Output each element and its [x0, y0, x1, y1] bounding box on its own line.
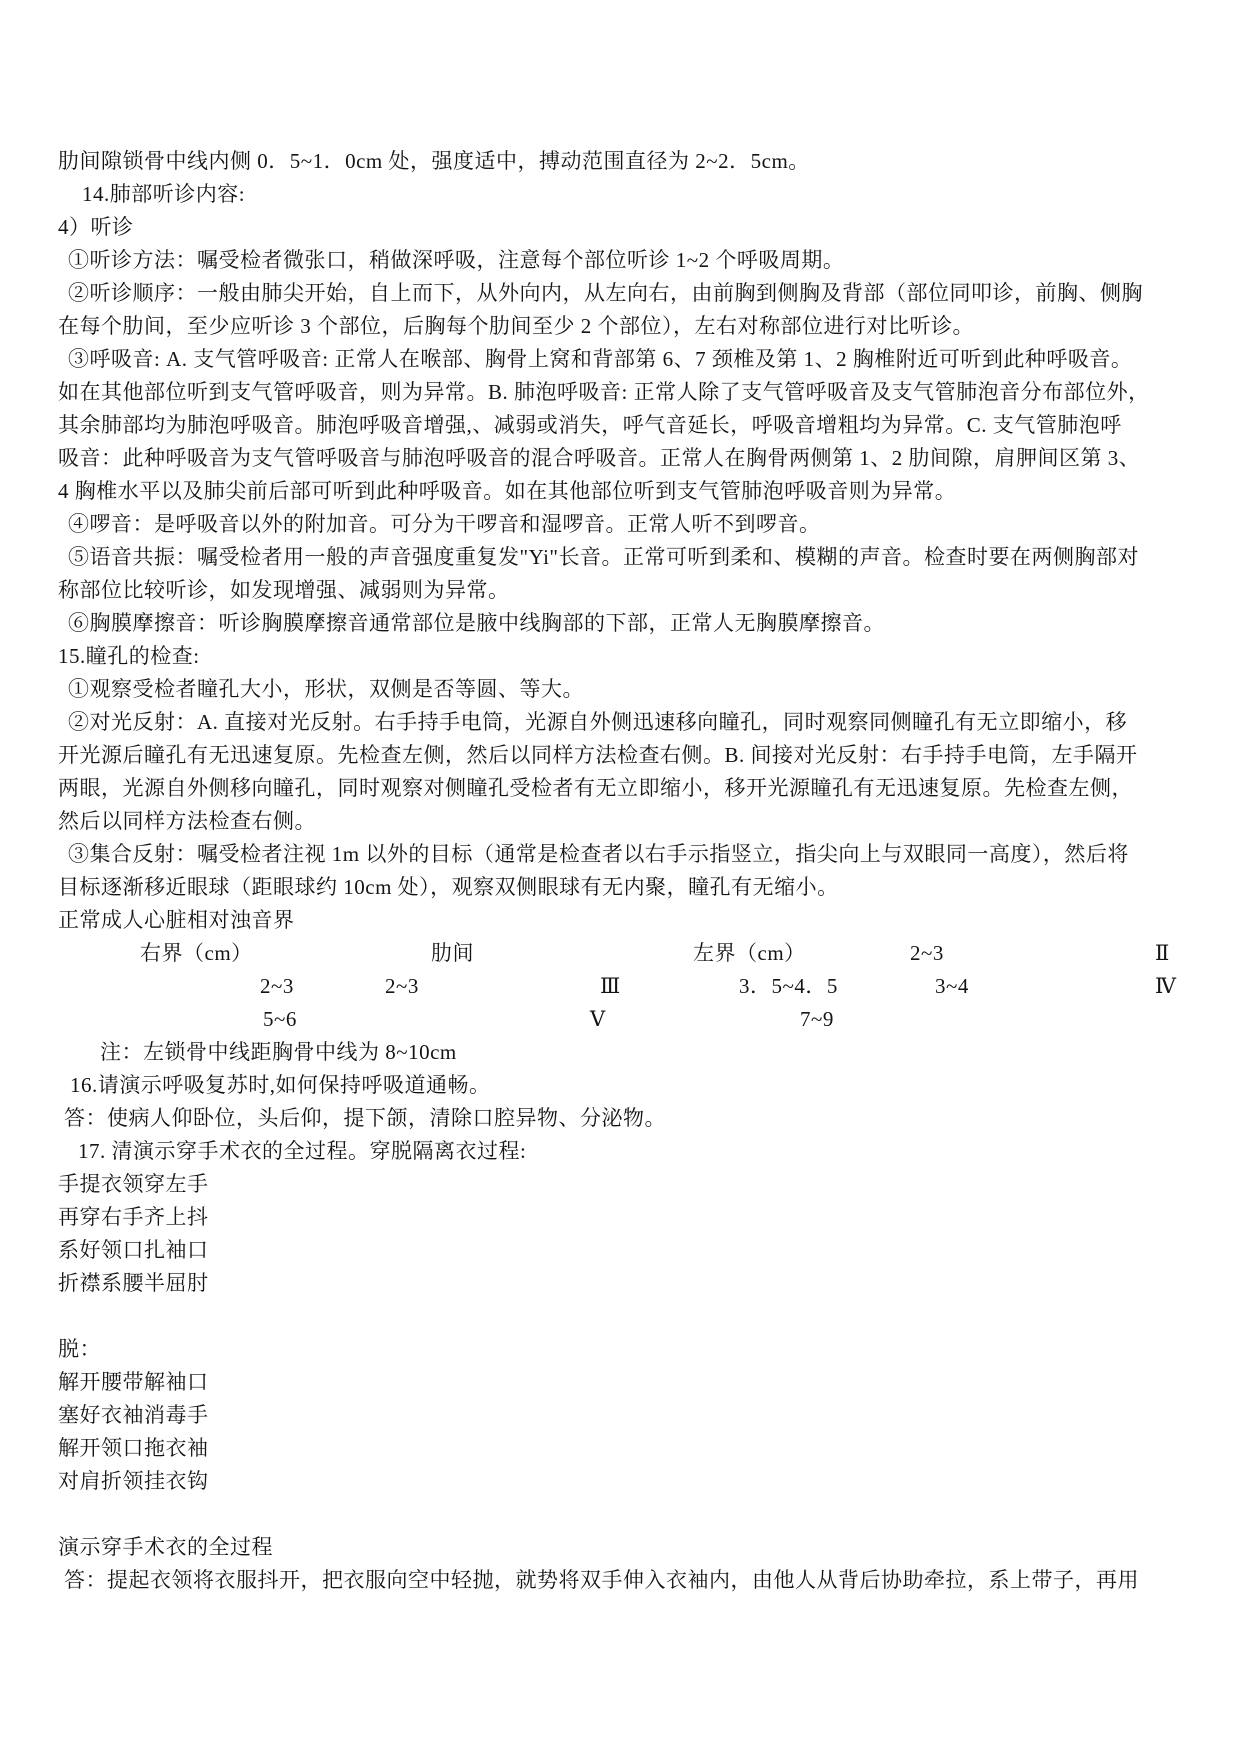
text-line: 称部位比较听诊，如发现增强、减弱则为异常。: [58, 578, 510, 602]
text-line: ⑥胸膜摩擦音：听诊胸膜摩擦音通常部位是腋中线胸部的下部，正常人无胸膜摩擦音。: [68, 611, 885, 635]
table-cell: 2~3: [910, 941, 944, 965]
text-line: 折襟系腰半屈肘: [58, 1271, 209, 1295]
text-line: 开光源后瞳孔有无迅速复原。先检查左侧，然后以同样方法检查右侧。B. 间接对光反射：右手持手电筒，左手隔开: [58, 743, 1138, 767]
text-line: 对肩折领挂衣钩: [58, 1469, 209, 1493]
table-cell: Ⅲ: [600, 974, 621, 998]
text-line: 15.瞳孔的检查:: [58, 644, 200, 668]
text-line: 其余肺部均为肺泡呼吸音。肺泡呼吸音增强,、减弱或消失，呼气音延长，呼吸音增粗均为异常。C. 支气管肺泡呼: [58, 413, 1122, 437]
table-cell: Ⅳ: [1155, 974, 1177, 998]
text-block-bottom: [58, 1036, 1198, 1597]
table-cell: 右界（cm）: [140, 941, 253, 965]
text-line: ④啰音：是呼吸音以外的附加音。可分为干啰音和湿啰音。正常人听不到啰音。: [68, 512, 821, 536]
text-line: 注：左锁骨中线距胸骨中线为 8~10cm: [100, 1040, 457, 1064]
blank-line: [58, 1300, 1198, 1333]
table-cell: 5~6: [263, 1007, 297, 1031]
text-line: 16.请演示呼吸复苏时,如何保持呼吸道通畅。: [70, 1073, 491, 1097]
table-cell: 肋间: [431, 941, 474, 965]
text-line: 再穿右手齐上抖: [58, 1205, 209, 1229]
text-line: 4 胸椎水平以及肺尖前后部可听到此种呼吸音。如在其他部位听到支气管肺泡呼吸音则为异常。: [58, 479, 957, 503]
text-line: 在每个肋间，至少应听诊 3 个部位，后胸每个肋间至少 2 个部位），左右对称部位进行对比听诊。: [58, 314, 974, 338]
table-cell: 7~9: [800, 1007, 834, 1031]
text-line: 脱：: [58, 1337, 101, 1361]
text-line: 塞好衣袖消毒手: [58, 1403, 209, 1427]
text-line: ②对光反射：A. 直接对光反射。右手持手电筒，光源自外侧迅速移向瞳孔，同时观察同侧瞳孔有无立即缩小，移: [68, 710, 1128, 734]
text-line: 然后以同样方法检查右侧。: [58, 809, 316, 833]
text-line: 17. 清演示穿手术衣的全过程。穿脱隔离衣过程:: [78, 1139, 527, 1163]
text-line: 答：使病人仰卧位，头后仰，提下颌，清除口腔异物、分泌物。: [64, 1106, 666, 1130]
text-line: ③集合反射：嘱受检者注视 1m 以外的目标（通常是检查者以右手示指竖立，指尖向上与双眼同一高度），然后将: [68, 842, 1129, 866]
text-line: ③呼吸音: A. 支气管呼吸音: 正常人在喉部、胸骨上窝和背部第 6、7 颈椎及第 1、2 胸椎附近可听到此种呼吸音。: [68, 347, 1133, 371]
text-line: 正常成人心脏相对浊音界: [58, 908, 295, 932]
text-line: 解开领口拖衣袖: [58, 1436, 209, 1460]
table-cell: Ⅴ: [590, 1007, 606, 1031]
table-cell: 2~3: [260, 974, 294, 998]
text-line: 系好领口扎袖口: [58, 1238, 209, 1262]
table-cell: 2~3: [385, 974, 419, 998]
blank-line: [58, 1498, 1198, 1531]
text-line: 肋间隙锁骨中线内侧 0．5~1．0cm 处，强度适中，搏动范围直径为 2~2．5cm。: [58, 149, 810, 173]
text-line: 两眼，光源自外侧移向瞳孔，同时观察对侧瞳孔受检者有无立即缩小，移开光源瞳孔有无迅速复原。先检查左侧，: [58, 776, 1133, 800]
text-line: 4）听诊: [58, 215, 134, 239]
text-line: ②听诊顺序：一般由肺尖开始，自上而下，从外向内，从左向右，由前胸到侧胸及背部（部位同叩诊，前胸、侧胸: [68, 281, 1143, 305]
table-cell: 左界（cm）: [693, 941, 806, 965]
text-line: 手提衣领穿左手: [58, 1172, 209, 1196]
text-line: 如在其他部位听到支气管呼吸音，则为异常。B. 肺泡呼吸音: 正常人除了支气管呼吸音及支气管肺泡音分布部位外，: [58, 380, 1150, 404]
document-body: [58, 145, 1198, 1597]
dullness-table-row-1: [58, 937, 1198, 970]
text-block-top: [58, 145, 1198, 937]
text-line: 14.肺部听诊内容:: [82, 182, 246, 206]
text-line: ①听诊方法：嘱受检者微张口，稍做深呼吸，注意每个部位听诊 1~2 个呼吸周期。: [68, 248, 845, 272]
table-cell: Ⅱ: [1155, 941, 1170, 965]
text-line: ①观察受检者瞳孔大小，形状，双侧是否等圆、等大。: [68, 677, 584, 701]
text-line: ⑤语音共振：嘱受检者用一般的声音强度重复发"Yi"长音。正常可听到柔和、模糊的声音。检查时要在两侧胸部对: [68, 545, 1139, 569]
dullness-table-row-2: [58, 970, 1198, 1003]
text-line: 目标逐渐移近眼球（距眼球约 10cm 处），观察双侧眼球有无内聚，瞳孔有无缩小。: [58, 875, 839, 899]
text-line: 解开腰带解袖口: [58, 1370, 209, 1394]
table-cell: 3．5~4．5: [739, 974, 838, 998]
table-cell: 3~4: [935, 974, 969, 998]
text-line: 答：提起衣领将衣服抖开，把衣服向空中轻抛，就势将双手伸入衣袖内，由他人从背后协助牵拉，系上带子，再用: [64, 1568, 1139, 1592]
text-line: 演示穿手术衣的全过程: [58, 1535, 273, 1559]
dullness-table-row-3: [58, 1003, 1198, 1036]
text-line: 吸音：此种呼吸音为支气管呼吸音与肺泡呼吸音的混合呼吸音。正常人在胸骨两侧第 1、2 肋间隙，肩胛间区第 3、: [58, 446, 1141, 470]
